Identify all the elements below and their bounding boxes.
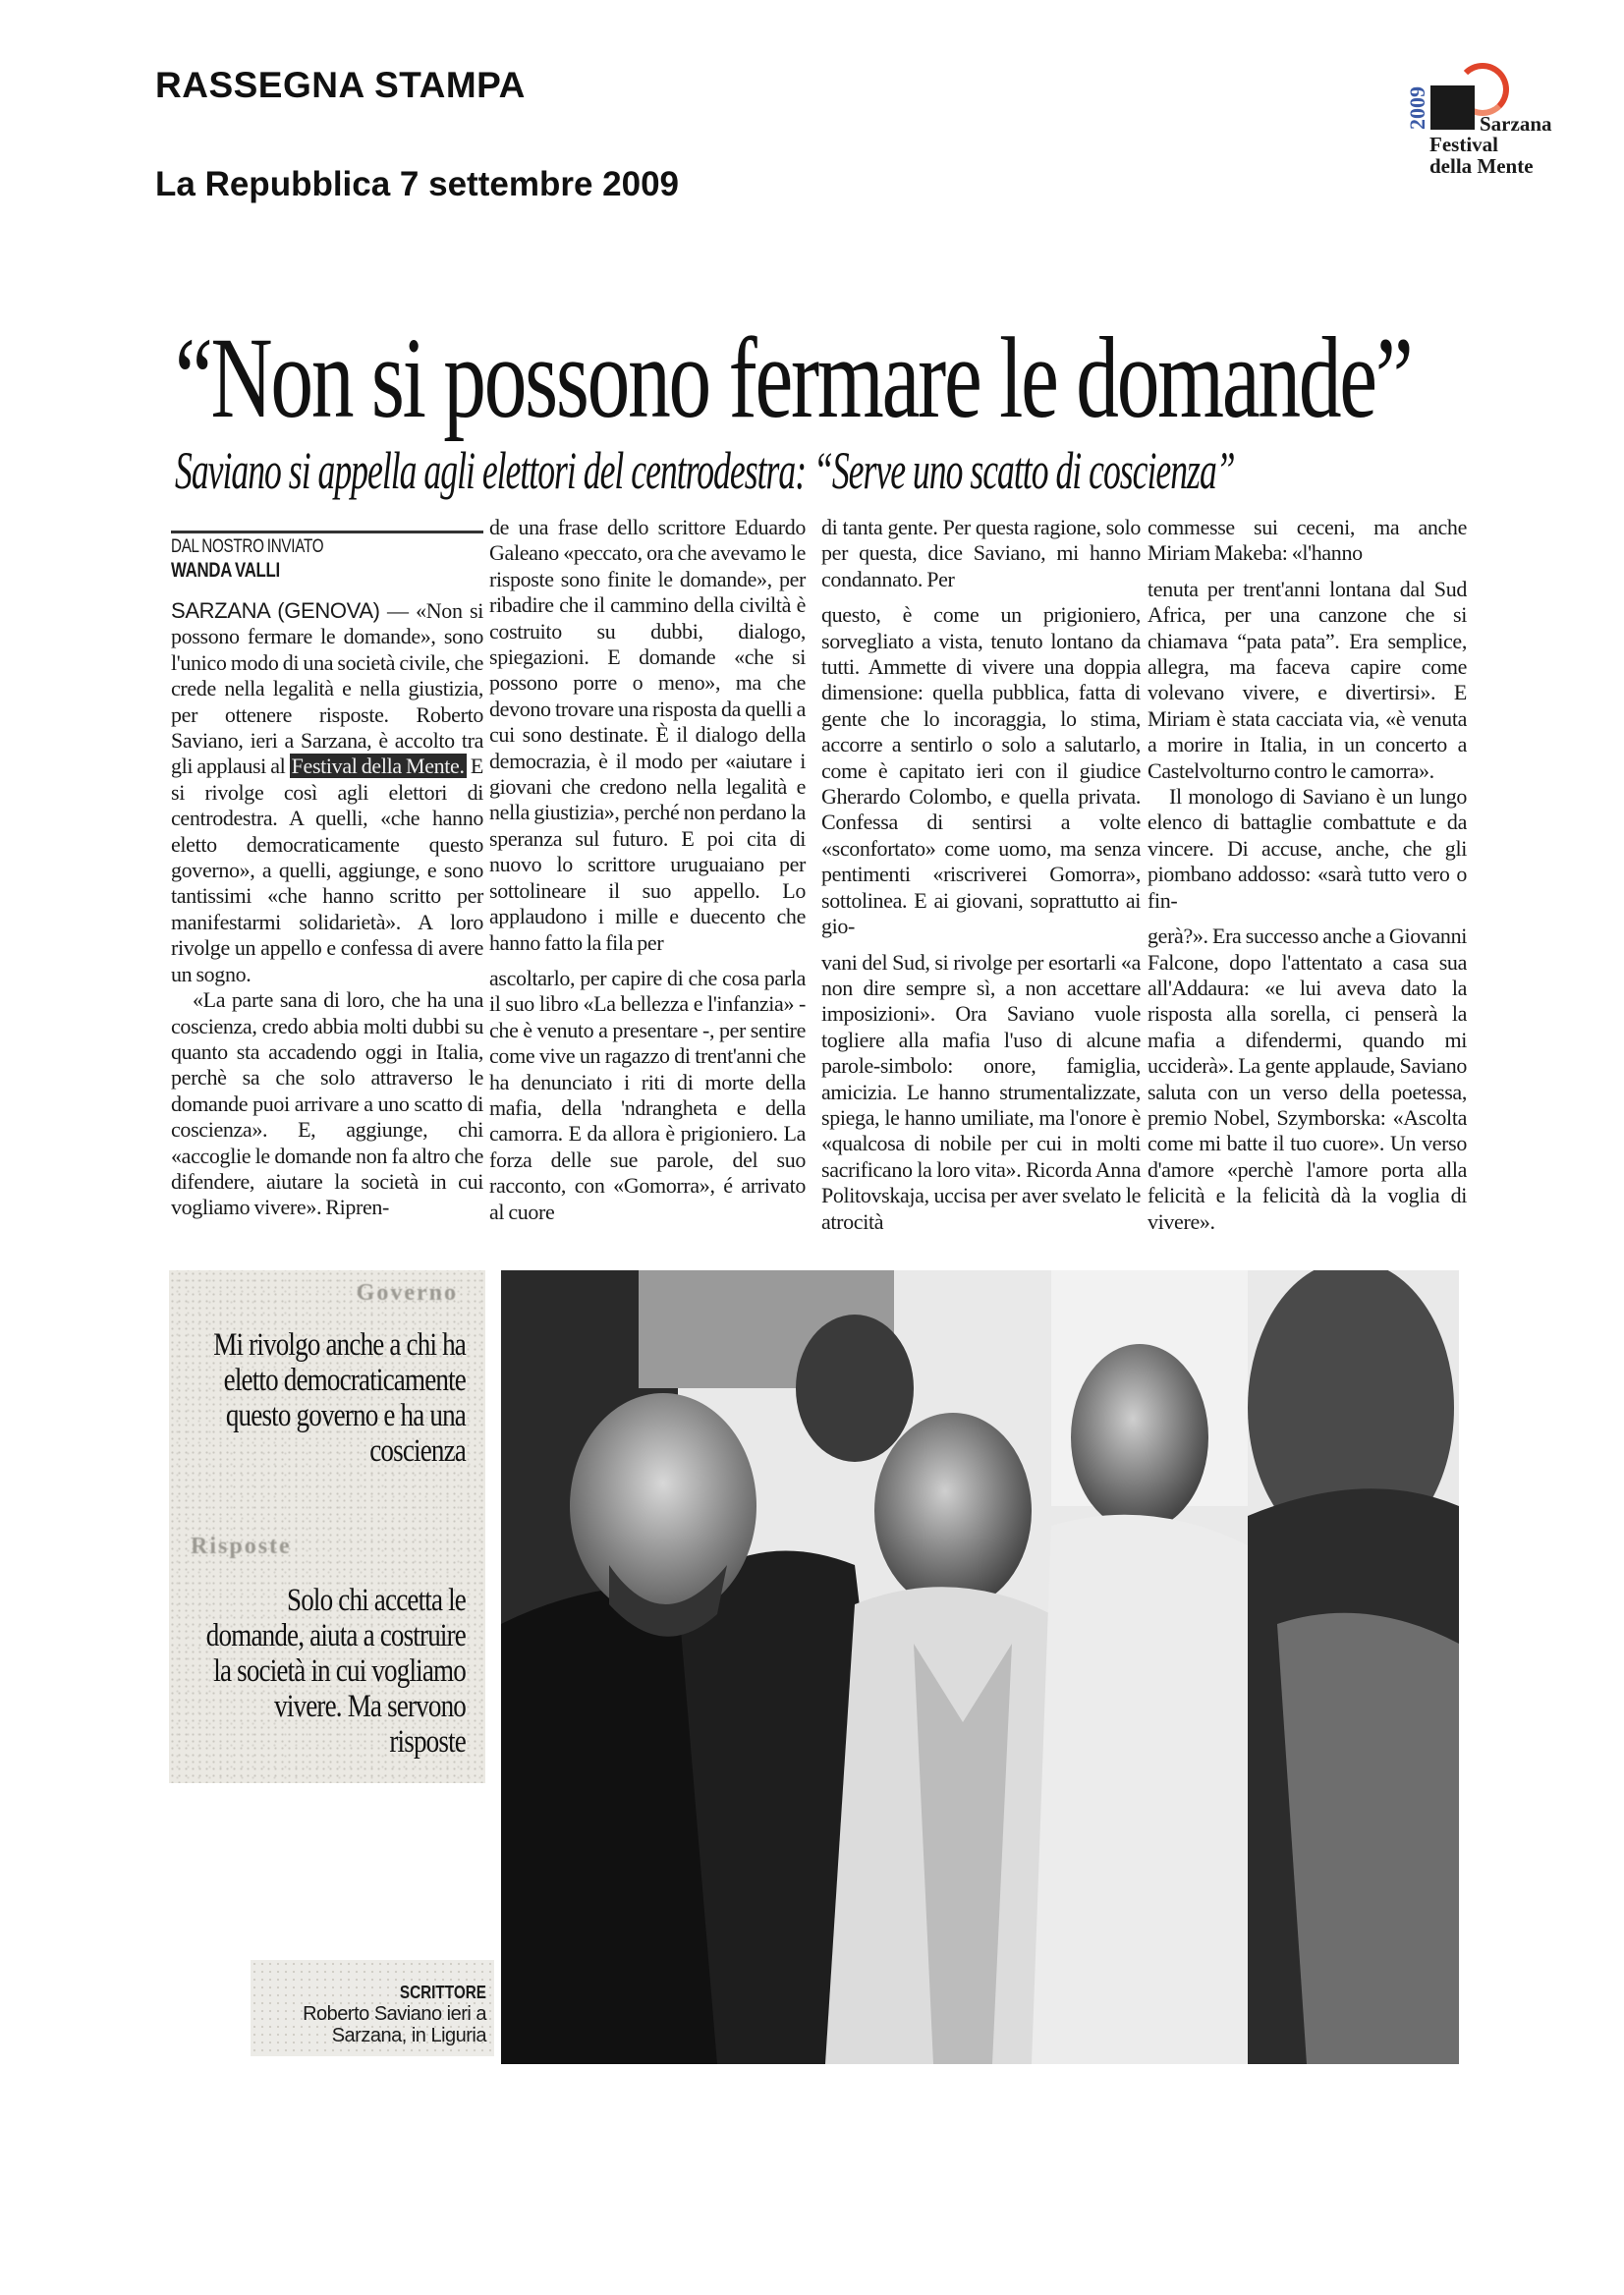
source-and-date: La Repubblica 7 settembre 2009 [155, 165, 679, 203]
paragraph: di tanta gente. Per questa ragione, solo per questa, dice Saviano, mi hanno condannato. Per [821, 515, 1141, 591]
paragraph: «La parte sana di loro, che ha una coscienza, credo abbia molti dubbi su quanto sta accadendo oggi in Italia, perchè sa che solo attraverso le domande puoi arrivare a uno scatto di coscienza». E, aggiunge, chi «accoglie le domande non fa altro che difendere, aiutare la società in cui vogliamo vivere». Ripren- [171, 987, 483, 1220]
photo-caption [251, 1960, 494, 2056]
paragraph: tenuta per trent'anni lontana dal Sud Africa, per una canzone che si chiamava “pata pata”. Era semplice, allegra, ma faceva capire come volevano vivere, e divertirsi». E Miriam è stata cacciata via, «è venuta a morire in Italia, in un concerto a Castelvolturno contro le camorra». [1148, 576, 1467, 783]
black-square-icon [1430, 85, 1475, 130]
byline [171, 531, 483, 583]
subheadline: Saviano si appella agli elettori del centrodestra: “Serve uno scatto di coscienza” [175, 441, 1235, 500]
pull-quote-box [169, 1270, 485, 1783]
caption-text: Roberto Saviano ieri a Sarzana, in Liguria [303, 2003, 486, 2046]
photo-roberto-saviano [501, 1270, 1459, 2064]
article-column-2 [489, 515, 806, 1225]
logo-line-2-text: Festival [1429, 133, 1498, 156]
article-column-4 [1148, 515, 1467, 1235]
logo-line-2 [1429, 134, 1534, 177]
highlighted-festival-name: Festival della Mente. [291, 754, 465, 779]
article-column-3 [821, 515, 1141, 1235]
paragraph: ascoltarlo, per capire di che cosa parla il suo libro «La bellezza e l'infanzia» - che è venuto a presentare -, per sentire come vive un ragazzo di trent'anni che ha denunciato i riti di morte della mafia, della 'ndrangheta e della camorra. E da allora è prigioniero. La forza delle sue parole, del suo racconto, con «Gomorra», é arrivato al cuore [489, 965, 806, 1224]
article-column-1 [171, 531, 483, 1221]
caption-title: SCRITTORE [399, 1983, 486, 2002]
paragraph: de una frase dello scrittore Eduardo Galeano «peccato, ora che avevamo le risposte sono finite le domande», per ribadire che il cammino della civiltà è costruito su dubbi, dialogo, spiegazioni. E domande «che si possono porre o meno», ma che devono trovare una risposta da quelli a cui sono destinate. È il dialogo della democrazia, è il modo per «aiutare i giovani che credono nella legalità e nella giustizia», perché non perdano la speranza sul futuro. E poi cita di nuovo lo scrittore uruguaiano per sottolineare il suo appello. Lo applaudono i mille e duecento che hanno fatto la fila per [489, 515, 806, 955]
pull-quote-label-governo: Governo [356, 1280, 458, 1306]
paragraph: questo, è come un prigioniero, sorvegliato a vista, tenuto lontano da tutti. Ammette di vivere una doppia dimensione: quella pubblica, fatta di gente che lo incoraggia, lo stima, accorre a sentirlo o solo a salutarlo, come è capitato ieri con il giudice Gherardo Colombo, e quella privata. Confessa di sentirsi a volte «sconfortato» come uomo, ma senza pentimenti «riscriverei Gomorra», sottolinea. E ai giovani, soprattutto ai gio- [821, 602, 1141, 939]
pull-quote-2: Solo chi accetta le domande, aiuta a costruire la società in cui vogliamo vivere. Ma servono risposte [205, 1583, 466, 1760]
dateline: SARZANA (GENOVA) [171, 598, 380, 623]
festival-logo [1405, 61, 1582, 189]
paragraph [171, 598, 483, 987]
photo-image [501, 1270, 1459, 2064]
pull-quote-1: Mi rivolgo anche a chi ha eletto democraticamente questo governo e ha una coscienza [213, 1327, 467, 1469]
byline-kicker: DAL NOSTRO INVIATO [171, 536, 324, 557]
logo-year: 2009 [1405, 86, 1429, 130]
paragraph: Il monologo di Saviano è un lungo elenco di battaglie combattute e da vincere. Di accuse, anche, che gli piombano addosso: «sarà tutto vero o fin- [1148, 784, 1467, 913]
text: — «Non si possono fermare le domande», sono l'unico modo di una società civile, che crede nella legalità e nella giustizia, per ottenere risposte. Roberto Saviano, ieri a Sarzana, è accolto tra gli applausi al [171, 598, 483, 779]
clipping-title: RASSEGNA STAMPA [155, 65, 526, 105]
paragraph: vani del Sud, si rivolge per esortarli «a non dire sempre sì, a non accettare imposizioni». Ora Saviano vuole togliere alla mafia l'uso di alcune parole-simbolo: onore, famiglia, amicizia. Le hanno strumentalizzate, spiega, le hanno umiliate, ma l'onore è «qualcosa di nobile per cui in molti sacrificano la loro vita». Ricorda Anna Politovskaja, uccisa per aver svelato le atrocità [821, 949, 1141, 1234]
logo-line-3-text: della Mente [1429, 154, 1534, 178]
byline-author: WANDA VALLI [171, 559, 280, 582]
paragraph: gerà?». Era successo anche a Giovanni Falcone, dopo l'attentato a casa sua all'Addaura: «e lui aveva dato la risposta alla sorella, ci penserà la mafia a difendermi, quando mi ucciderà». La gente applaude, Saviano saluta con un verso della poetessa, premio Nobel, Szymborska: «Ascolta come mi batte il tuo cuore». Un verso d'amore «perchè l'amore porta alla felicità e la felicità dà la voglia di vivere». [1148, 924, 1467, 1234]
text: E si rivolge così agli elettori di centrodestra. A quelli, «che hanno eletto democraticamente questo governo», a quelli, aggiunge, e sono tantissimi «che hanno scritto per manifestarmi solidarietà». A loro rivolge un appello e confessa di avere un sogno. [171, 754, 483, 986]
paragraph: commesse sui ceceni, ma anche Miriam Makeba: «l'hanno [1148, 515, 1467, 566]
pull-quote-label-risposte: Risposte [191, 1534, 292, 1559]
headline: “Non si possono fermare le domande” [175, 313, 1412, 442]
logo-line-1: Sarzana [1480, 112, 1552, 136]
